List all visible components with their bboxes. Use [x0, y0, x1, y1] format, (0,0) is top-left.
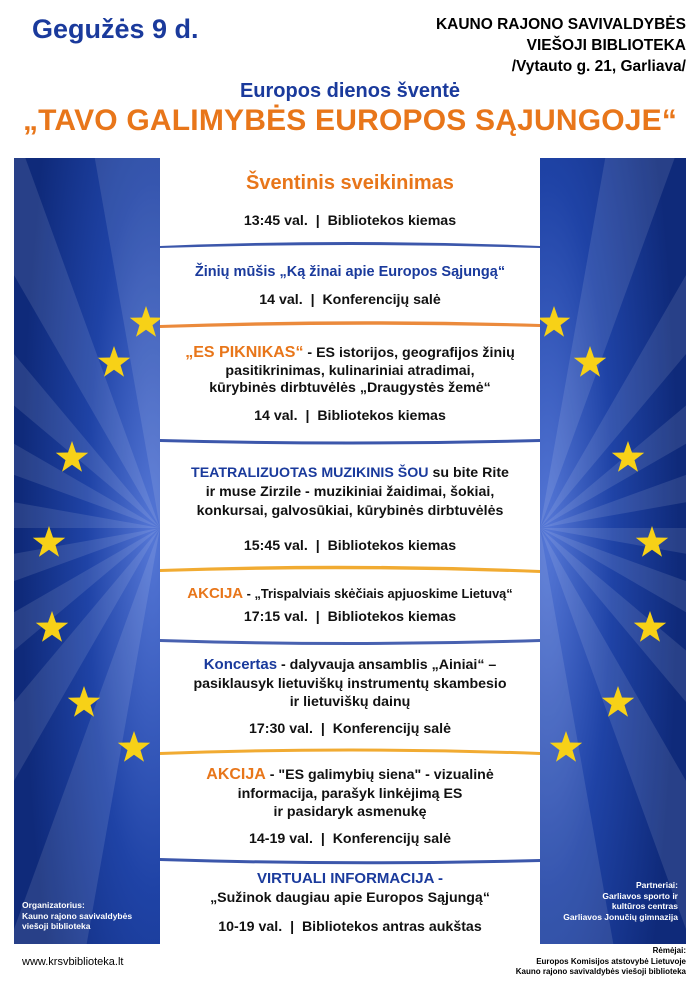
event-time-place	[160, 538, 540, 554]
event-date: Gegužės 9 d.	[32, 14, 199, 44]
event-desc-line: „Sužinok daugiau apie Europos Sąjungą“	[210, 890, 490, 906]
event-time-place	[160, 292, 540, 308]
event-time: 13:45 val.	[243, 213, 308, 229]
event-place: Konferencijų salė	[332, 831, 451, 847]
organizer-line: viešoji biblioteka	[22, 921, 91, 931]
sponsors-line: Kauno rajono savivaldybės viešoji biblioteka	[515, 967, 686, 976]
event-heading: VIRTUALI INFORMACIJA -	[256, 870, 444, 887]
event-desc-line: ir lietuviškų dainų	[289, 694, 411, 710]
event-desc-line: kūrybinės dirbtuvėlės „Draugystės žemė“	[209, 380, 491, 396]
sponsors-info	[516, 946, 686, 978]
event-time: 14-19 val.	[249, 831, 313, 847]
event-heading-rest: - "ES galimybių siena" - vizualinė	[265, 767, 494, 783]
website-link[interactable]: www.krsvbiblioteka.lt	[22, 956, 124, 968]
event-time: 14 val.	[259, 292, 303, 308]
partners-line: Garliavos sporto ir	[602, 890, 678, 901]
eu-flag-panel-left	[14, 158, 160, 944]
event-subtitle: Europos dienos šventė	[239, 80, 461, 102]
event-time: 15:45 val.	[243, 538, 308, 554]
partners-label: Partneriai:	[635, 880, 678, 890]
event-place: Bibliotekos kiemas	[327, 538, 457, 554]
programme-column	[160, 158, 540, 944]
event-highlight: TEATRALIZUOTAS MUZIKINIS ŠOU	[191, 465, 429, 481]
organizer-info	[22, 900, 152, 932]
library-line: /Vytauto g. 21, Garliava/	[511, 58, 686, 75]
event-time-place	[160, 721, 540, 737]
organizer-label: Organizatorius:	[22, 900, 85, 910]
organizer-line: Kauno rajono savivaldybės	[22, 910, 133, 921]
separator: |	[290, 919, 295, 935]
event-place: Bibliotekos kiemas	[327, 213, 457, 229]
event-heading	[160, 585, 540, 603]
event-place: Bibliotekos kiemas	[327, 609, 457, 625]
event-heading	[160, 766, 540, 784]
partners-line: kultūros centras	[611, 901, 678, 911]
event-time: 10-19 val.	[218, 919, 283, 935]
separator: |	[315, 213, 320, 229]
eu-flag-rays-right	[540, 158, 686, 944]
event-heading: Žinių mūšis „Ką žinai apie Europos Sąjungą“	[194, 264, 506, 280]
event-item	[160, 172, 540, 195]
event-desc-line: informacija, parašyk linkėjimą ES	[237, 786, 463, 802]
sponsors-label: Rėmėjai:	[652, 946, 686, 955]
divider-swoosh	[160, 316, 540, 332]
divider-swoosh	[160, 432, 540, 448]
separator: |	[315, 538, 320, 554]
separator: |	[310, 292, 315, 308]
event-desc-line: pasiklausyk lietuviškų instrumentų skambesio	[193, 676, 507, 692]
event-desc-line: konkursai, galvosūkiai, kūrybinės dirbtuvėlės	[196, 503, 504, 519]
event-highlight: „ES PIKNIKAS“	[185, 344, 304, 361]
partners-line: Garliavos Jonučių gimnazija	[563, 911, 678, 922]
partners-info	[540, 880, 678, 922]
event-highlight: AKCIJA	[187, 585, 244, 602]
event-time-place	[160, 919, 540, 935]
sponsors-line: Europos Komisijos atstovybė Lietuvoje	[536, 956, 686, 966]
event-desc-line: pasitikrinimas, kulinariniai atradimai,	[225, 363, 475, 379]
event-heading-rest: su bite Rite	[428, 465, 509, 481]
event-desc-line: ir muse Zirzile - muzikiniai žaidimai, šokiai,	[205, 484, 495, 500]
event-heading	[160, 464, 540, 482]
event-place: Konferencijų salė	[322, 292, 441, 308]
event-title: „TAVO GALIMYBĖS EUROPOS SĄJUNGOJE“	[22, 104, 678, 137]
divider-swoosh	[160, 561, 540, 577]
event-heading: Šventinis sveikinimas	[246, 172, 454, 194]
separator: |	[320, 721, 325, 737]
event-heading-rest: - „Trispalviais skėčiais apjuoskime Lietuvą“	[243, 586, 513, 601]
event-time-place	[160, 609, 540, 625]
event-heading-rest: - dalyvauja ansamblis „Ainiai“ –	[277, 657, 497, 673]
event-time: 17:15 val.	[243, 609, 308, 625]
library-line: VIEŠOJI BIBLIOTEKA	[526, 37, 686, 54]
divider-swoosh	[160, 851, 540, 867]
event-desc-line: ir pasidaryk asmenukę	[273, 804, 427, 820]
separator: |	[305, 408, 310, 424]
separator: |	[320, 831, 325, 847]
event-highlight: AKCIJA	[206, 766, 266, 783]
event-heading-rest: - ES istorijos, geografijos žinių	[303, 345, 515, 361]
event-place: Konferencijų salė	[332, 721, 451, 737]
library-line: KAUNO RAJONO SAVIVALDYBĖS	[435, 16, 686, 33]
event-time-place	[160, 213, 540, 229]
event-time: 17:30 val.	[249, 721, 313, 737]
event-time: 14 val.	[254, 408, 298, 424]
event-place: Bibliotekos kiemas	[317, 408, 446, 424]
eu-flag-panel-right	[540, 158, 686, 944]
event-place: Bibliotekos antras aukštas	[301, 919, 482, 935]
event-heading	[160, 656, 540, 674]
eu-flag-rays-left	[14, 158, 160, 944]
library-address	[436, 14, 686, 77]
event-heading	[160, 344, 540, 362]
divider-swoosh	[160, 632, 540, 648]
event-highlight: Koncertas	[203, 656, 278, 673]
event-time-place	[160, 408, 540, 424]
separator: |	[315, 609, 320, 625]
divider-swoosh	[160, 238, 540, 254]
divider-swoosh	[160, 743, 540, 759]
event-time-place	[160, 831, 540, 847]
